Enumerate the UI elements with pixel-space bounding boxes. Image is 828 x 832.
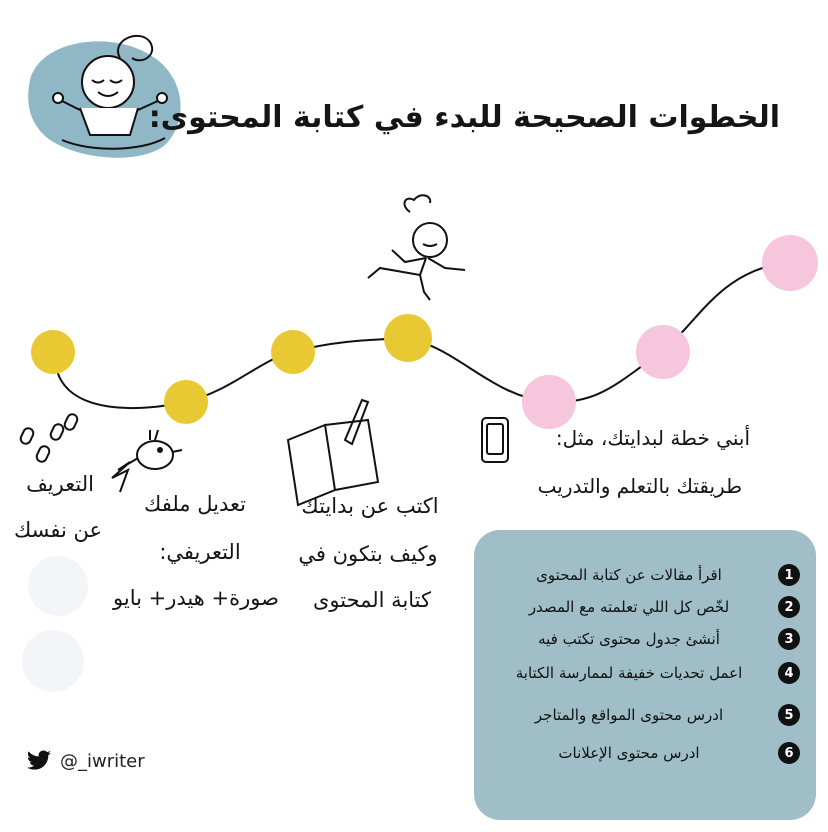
plan-item-5: [490, 700, 800, 730]
milestone-dot-4: [384, 314, 432, 362]
runner-illustration: [368, 195, 465, 300]
meditating-girl-illustration: [28, 36, 180, 158]
plan-item-4: [490, 658, 800, 688]
number-badge: 4: [778, 662, 800, 684]
plan-item-text: لخّص كل اللي تعلمته مع المصدر: [528, 598, 730, 616]
phone-icon: [482, 418, 508, 462]
step-4-line-2: طريقتك بالتعلم والتدريب: [537, 474, 742, 498]
number-badge: 6: [778, 742, 800, 764]
faint-circle: [28, 556, 88, 616]
number-badge: 1: [778, 564, 800, 586]
step-2-line-3: صورة+ هيدر+ بايو: [113, 586, 279, 610]
step-2-line-1: تعديل ملفك: [144, 492, 246, 516]
milestone-dot-6: [636, 325, 690, 379]
plan-item-text: ادرس محتوى المواقع والمتاجر: [534, 706, 724, 724]
plan-item-text: اقرأ مقالات عن كتابة المحتوى: [536, 566, 722, 584]
step-3-line-1: اكتب عن بدايتك: [301, 494, 439, 518]
plan-item-text: أنشئ جدول محتوى تكتب فيه: [538, 630, 720, 648]
bird-icon: [112, 430, 182, 492]
number-badge: 5: [778, 704, 800, 726]
plan-item-3: [490, 624, 800, 654]
milestone-dot-5: [522, 375, 576, 429]
step-1-line-1: التعريف: [26, 472, 94, 496]
step-3-line-3: كتابة المحتوى: [312, 588, 432, 612]
plan-item-6: [490, 738, 800, 768]
step-1-line-2: عن نفسك: [13, 518, 103, 542]
plan-item-2: [490, 592, 800, 622]
plan-card: [474, 530, 816, 820]
page-title: الخطوات الصحيحة للبدء في كتابة المحتوى:: [148, 100, 780, 135]
number-badge: 2: [778, 596, 800, 618]
twitter-handle-text: @_iwriter: [60, 750, 145, 772]
twitter-bird-icon: [26, 750, 52, 772]
footprints-icon: [19, 413, 79, 464]
plan-item-1: [490, 560, 800, 590]
step-2-line-2: التعريفي:: [159, 540, 241, 564]
milestone-dot-1: [31, 330, 75, 374]
plan-item-text: ادرس محتوى الإعلانات: [558, 744, 700, 762]
milestone-dot-3: [271, 330, 315, 374]
notebook-pen-icon: [288, 400, 378, 505]
step-4-line-1: أبني خطة لبدايتك، مثل:: [555, 426, 750, 450]
number-badge: 3: [778, 628, 800, 650]
twitter-handle[interactable]: [26, 750, 145, 772]
milestone-dot-7: [762, 235, 818, 291]
plan-item-text: اعمل تحديات خفيفة لممارسة الكتابة: [515, 664, 743, 682]
faint-circle: [22, 630, 84, 692]
milestone-dot-2: [164, 380, 208, 424]
step-3-line-2: وكيف بتكون في: [298, 542, 438, 566]
